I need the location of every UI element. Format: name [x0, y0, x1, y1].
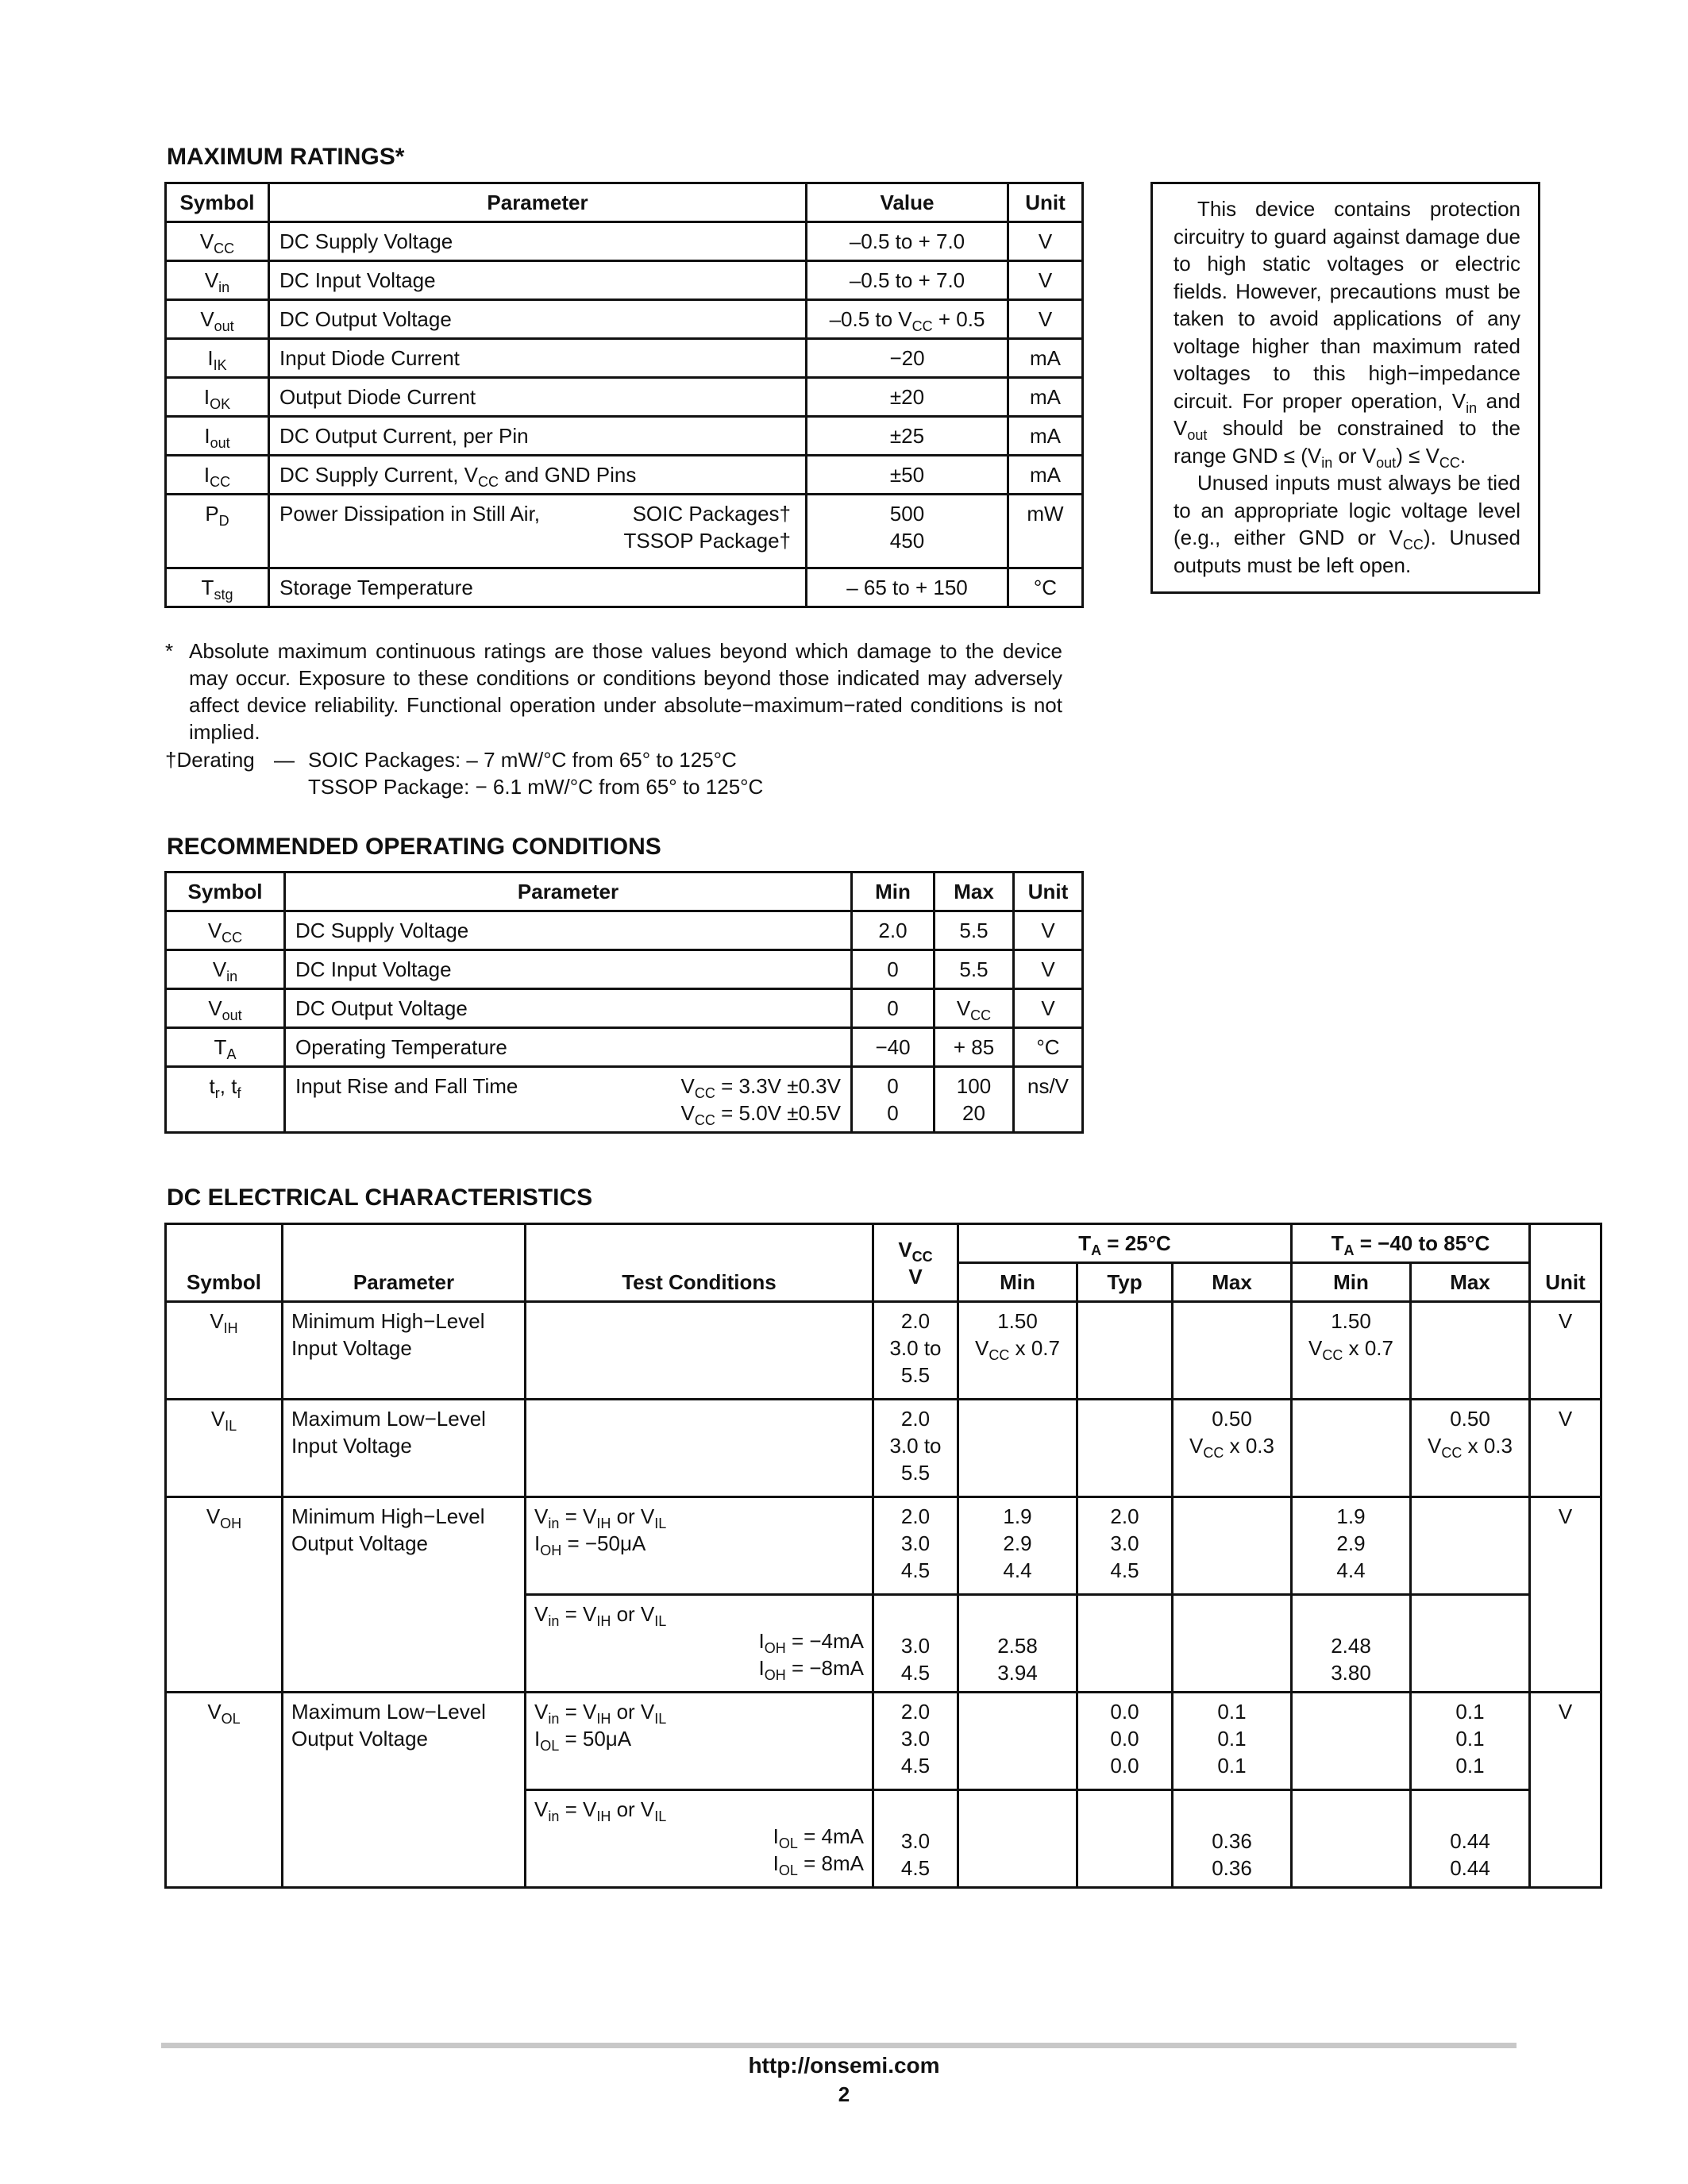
parameter-cell: Maximum Low−Level Output Voltage [283, 1693, 526, 1888]
table-row [166, 950, 1083, 989]
header-typ: Typ [1077, 1263, 1173, 1302]
max-range-cell [1411, 1595, 1530, 1693]
footer-url[interactable]: http://onsemi.com [748, 2053, 940, 2078]
parameter-cell [269, 495, 807, 568]
parameter-cell: Minimum High−Level Output Voltage [283, 1497, 526, 1693]
table-row [166, 1400, 1601, 1497]
table-row [166, 300, 1083, 339]
page-number: 2 [838, 2082, 850, 2106]
symbol-cell: $I_{IK}$ [166, 339, 269, 378]
vcc-cell: 3.0 4.5 [873, 1790, 958, 1888]
table-row [166, 456, 1083, 495]
min-range-cell [1292, 1693, 1411, 1790]
table-row [166, 417, 1083, 456]
unit-cell: °C [1008, 568, 1083, 607]
header-symbol: Symbol [166, 183, 269, 222]
value-cell: 500 450 [807, 495, 1008, 568]
symbol-cell: $V_{out}$ [166, 300, 269, 339]
unit-cell: °C [1014, 1028, 1083, 1067]
min-cell: 1.50 $V_{CC}$ x 0.7 [958, 1302, 1077, 1400]
value-cell: –0.5 to $V_{CC} + 0.5$ [807, 300, 1008, 339]
rec-op-table [164, 871, 1084, 1134]
symbol-cell: $V_{CC}$ [166, 911, 285, 950]
value-cell: ±20 [807, 378, 1008, 417]
test-condition-cell: $V_{in} = V_{IH}$ or $V_{IL}$ $I_{OL} = 4mA$ $I_{OL} = 8mA$ [526, 1790, 873, 1888]
parameter-cell: DC Input Voltage [269, 261, 807, 300]
protection-paragraph: This device contains protection circuitry to guard against damage due to high static voltages or electric fields. However, precautions must be taken to avoid applications of any voltage higher than maximum rated voltages to this high−impedance circuit. For proper operation, $V_{in}$ and $V_{out}$ should be constrained to the range GND ≤ ($V_{in}$ or $V_{out}) \le V_{CC}$. [1174, 197, 1521, 471]
parameter-cell: Storage Temperature [269, 568, 807, 607]
parameter-cell: DC Input Voltage [285, 950, 852, 989]
symbol-cell: $V_{out}$ [166, 989, 285, 1028]
vcc-cell: 2.0 3.0 to 5.5 [873, 1400, 958, 1497]
parameter-cell: Operating Temperature [285, 1028, 852, 1067]
min-range-cell [1292, 1790, 1411, 1888]
dc-characteristics-table [164, 1223, 1602, 1889]
unused-inputs-paragraph: Unused inputs must always be tied to an appropriate logic voltage level (e.g., either GND or $V_{CC}$). Unused outputs must be left open. [1174, 471, 1520, 577]
min-cell: 0 0 [852, 1067, 935, 1133]
max-cell: 100 20 [935, 1067, 1014, 1133]
symbol-cell: $V_{in}$ [166, 950, 285, 989]
header-min: Min [852, 872, 935, 911]
vcc-cell: 2.0 3.0 to 5.5 [873, 1302, 958, 1400]
header-max: Max [935, 872, 1014, 911]
min-cell: 0 [852, 950, 935, 989]
header-min-range: Min [1292, 1263, 1411, 1302]
table-row [166, 495, 1083, 568]
derating-dash: — [274, 748, 295, 772]
header-ta-25: $T_A = 25^\circ C$ [958, 1224, 1292, 1263]
footnote-star: * [165, 639, 174, 663]
max-cell: $V_{CC}$ [935, 989, 1014, 1028]
max-range-cell [1411, 1497, 1530, 1595]
table-row [166, 339, 1083, 378]
max-range-cell: 0.1 0.1 0.1 [1411, 1693, 1530, 1790]
value-cell: ±25 [807, 417, 1008, 456]
min-range-cell [1292, 1400, 1411, 1497]
typ-cell [1077, 1595, 1173, 1693]
table-row [166, 378, 1083, 417]
protection-note-box [1150, 182, 1540, 594]
parameter-cell: Maximum Low−Level Input Voltage [283, 1400, 526, 1497]
unit-cell: mW [1008, 495, 1083, 568]
max-cell: 0.50 $V_{CC}$ x 0.3 [1173, 1400, 1292, 1497]
min-range-cell: 1.9 2.9 4.4 [1292, 1497, 1411, 1595]
max-range-cell: 0.50 $V_{CC}$ x 0.3 [1411, 1400, 1530, 1497]
max-cell: 0.36 0.36 [1173, 1790, 1292, 1888]
vcc-cell: 2.0 3.0 4.5 [873, 1497, 958, 1595]
vcc-cell: 3.0 4.5 [873, 1595, 958, 1693]
value-cell: –0.5 to + 7.0 [807, 261, 1008, 300]
parameter-cell: DC Output Voltage [269, 300, 807, 339]
table-row [166, 1497, 1601, 1595]
unit-cell: V [1530, 1302, 1601, 1400]
footnote-text: Absolute maximum continuous ratings are those values beyond which damage to the device may occur. Exposure to these conditions or conditions beyond those indicated may adversely affect device reliability. Functional operation under absolute−maximum−rated conditions is not implied. [189, 639, 1062, 744]
max-cell [1173, 1595, 1292, 1693]
unit-cell: V [1014, 911, 1083, 950]
max-cell: + 85 [935, 1028, 1014, 1067]
header-unit: Unit [1014, 872, 1083, 911]
dc-title: DC ELECTRICAL CHARACTERISTICS [167, 1184, 593, 1211]
unit-cell: mA [1008, 417, 1083, 456]
symbol-cell: $T_A$ [166, 1028, 285, 1067]
unit-cell: ns/V [1014, 1067, 1083, 1133]
unit-cell: mA [1008, 378, 1083, 417]
table-row [166, 1693, 1601, 1790]
table-header-row [166, 1224, 1601, 1263]
parameter-cell: DC Supply Voltage [285, 911, 852, 950]
test-condition-cell: $V_{in} = V_{IH}$ or $V_{IL}$ $I_{OH} = -50\mu A$ [526, 1497, 873, 1595]
value-cell: – 65 to + 150 [807, 568, 1008, 607]
table-row [166, 911, 1083, 950]
max-ratings-title: MAXIMUM RATINGS* [167, 144, 405, 170]
parameter-cell [285, 1067, 852, 1133]
rec-op-title: RECOMMENDED OPERATING CONDITIONS [167, 834, 661, 860]
parameter-text: Power Dissipation in Still Air, [279, 502, 541, 526]
parameter-cell: DC Supply Current, $V_{CC}$ and GND Pins [269, 456, 807, 495]
unit-cell: V [1008, 261, 1083, 300]
parameter-cell: Minimum High−Level Input Voltage [283, 1302, 526, 1400]
parameter-cell: DC Output Current, per Pin [269, 417, 807, 456]
symbol-cell: $V_{in}$ [166, 261, 269, 300]
typ-cell [1077, 1790, 1173, 1888]
table-header-row [166, 872, 1083, 911]
symbol-cell: $V_{IL}$ [166, 1400, 283, 1497]
unit-cell: V [1530, 1497, 1601, 1693]
parameter-text: Input Rise and Fall Time [295, 1074, 518, 1098]
parameter-cell: DC Output Voltage [285, 989, 852, 1028]
table-row [166, 261, 1083, 300]
header-unit: Unit [1530, 1224, 1601, 1302]
header-vcc: $V_{CC}$ V [873, 1224, 958, 1302]
header-parameter: Parameter [269, 183, 807, 222]
test-condition-cell [526, 1302, 873, 1400]
derating-tssop: TSSOP Package: − 6.1 mW/°C from 65° to 125°C [308, 775, 764, 799]
header-parameter: Parameter [283, 1224, 526, 1302]
max-cell [1173, 1302, 1292, 1400]
parameter-cell: Output Diode Current [269, 378, 807, 417]
footer-divider [161, 2043, 1517, 2048]
table-row [166, 1028, 1083, 1067]
value-cell: −20 [807, 339, 1008, 378]
min-cell [958, 1693, 1077, 1790]
symbol-cell: $V_{OH}$ [166, 1497, 283, 1693]
min-cell [958, 1790, 1077, 1888]
header-test-conditions: Test Conditions [526, 1224, 873, 1302]
max-cell: 5.5 [935, 950, 1014, 989]
max-range-cell: 0.44 0.44 [1411, 1790, 1530, 1888]
table-row [166, 989, 1083, 1028]
derating-soic: SOIC Packages: – 7 mW/°C from 65° to 125°C [308, 748, 737, 772]
min-cell: 2.0 [852, 911, 935, 950]
typ-cell [1077, 1400, 1173, 1497]
unit-cell: V [1530, 1400, 1601, 1497]
min-cell: 2.58 3.94 [958, 1595, 1077, 1693]
typ-cell [1077, 1302, 1173, 1400]
parameter-cell: DC Supply Voltage [269, 222, 807, 261]
condition-list: $V_{CC} = 3.3V \pm 0.3V$ $V_{CC} = 5.0V \pm 0.5V$ [680, 1074, 841, 1128]
unit-cell: V [1014, 950, 1083, 989]
header-symbol: Symbol [166, 872, 285, 911]
symbol-cell: $V_{OL}$ [166, 1693, 283, 1888]
max-cell: 0.1 0.1 0.1 [1173, 1693, 1292, 1790]
symbol-cell: $I_{out}$ [166, 417, 269, 456]
symbol-cell: $T_{stg}$ [166, 568, 269, 607]
table-row [166, 1067, 1083, 1133]
min-cell [958, 1400, 1077, 1497]
header-max: Max [1173, 1263, 1292, 1302]
table-row [166, 568, 1083, 607]
header-symbol: Symbol [166, 1224, 283, 1302]
package-list: SOIC Packages† TSSOP Package† [623, 502, 791, 553]
min-range-cell: 1.50 $V_{CC}$ x 0.7 [1292, 1302, 1411, 1400]
unit-cell: V [1530, 1693, 1601, 1888]
min-cell: −40 [852, 1028, 935, 1067]
unit-cell: mA [1008, 456, 1083, 495]
symbol-cell: $V_{IH}$ [166, 1302, 283, 1400]
unit-cell: V [1014, 989, 1083, 1028]
max-range-cell [1411, 1302, 1530, 1400]
table-row [166, 222, 1083, 261]
symbol-cell: $t_r$, $t_f$ [166, 1067, 285, 1133]
symbol-cell: $P_D$ [166, 495, 269, 568]
header-value: Value [807, 183, 1008, 222]
value-cell: –0.5 to + 7.0 [807, 222, 1008, 261]
typ-cell: 2.0 3.0 4.5 [1077, 1497, 1173, 1595]
min-cell: 1.9 2.9 4.4 [958, 1497, 1077, 1595]
unit-cell: V [1008, 222, 1083, 261]
max-ratings-table [164, 182, 1084, 608]
symbol-cell: $I_{OK}$ [166, 378, 269, 417]
header-ta-range: $T_A = -40$ to 85°C [1292, 1224, 1530, 1263]
header-unit: Unit [1008, 183, 1083, 222]
max-cell [1173, 1497, 1292, 1595]
min-range-cell: 2.48 3.80 [1292, 1595, 1411, 1693]
header-min: Min [958, 1263, 1077, 1302]
unit-cell: mA [1008, 339, 1083, 378]
test-condition-cell: $V_{in} = V_{IH}$ or $V_{IL}$ $I_{OL} = 50\mu A$ [526, 1693, 873, 1790]
test-condition-cell [526, 1400, 873, 1497]
table-header-row [166, 183, 1083, 222]
symbol-cell: $I_{CC}$ [166, 456, 269, 495]
vcc-cell: 2.0 3.0 4.5 [873, 1693, 958, 1790]
value-cell: ±50 [807, 456, 1008, 495]
symbol-cell: $V_{CC}$ [166, 222, 269, 261]
table-row [166, 1302, 1601, 1400]
unit-cell: V [1008, 300, 1083, 339]
max-cell: 5.5 [935, 911, 1014, 950]
min-cell: 0 [852, 989, 935, 1028]
header-parameter: Parameter [285, 872, 852, 911]
test-condition-cell: $V_{in} = V_{IH}$ or $V_{IL}$ $I_{OH} = -4mA$ $I_{OH} = -8mA$ [526, 1595, 873, 1693]
parameter-cell: Input Diode Current [269, 339, 807, 378]
derating-label: †Derating [165, 748, 255, 772]
typ-cell: 0.0 0.0 0.0 [1077, 1693, 1173, 1790]
header-max-range: Max [1411, 1263, 1530, 1302]
